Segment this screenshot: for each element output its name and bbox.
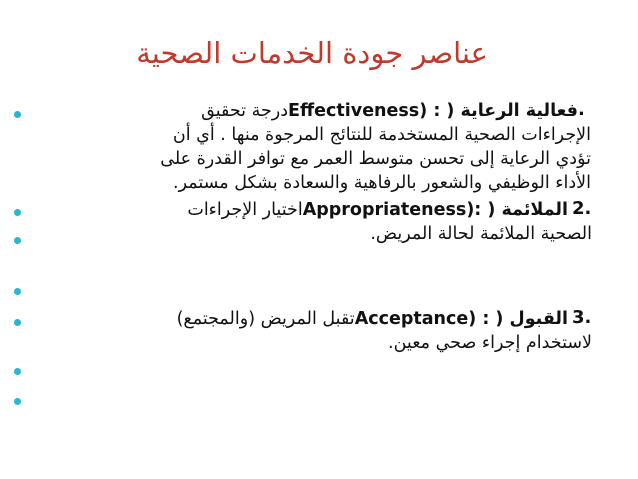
slide-title: عناصر جودة الخدمات الصحية [136, 36, 488, 70]
bullet-dot-icon [14, 209, 21, 216]
item-heading: القبول ( : (Acceptance [354, 309, 568, 329]
item-acceptance [108, 307, 592, 355]
item-first-line [108, 307, 568, 331]
item-text-line: الصحية الملائمة لحالة المريض. [370, 224, 592, 244]
item-text: درجة تحقيق [201, 101, 289, 121]
item-marker: 2. [572, 198, 592, 219]
item-appropriateness [108, 198, 592, 246]
item-text-line: الإجراءات الصحية المستخدمة للنتائج المرجوة منها . أي أن [172, 125, 591, 145]
item-text: تقبل المريض (والمجتمع) [176, 309, 355, 329]
item-first-line [108, 198, 568, 222]
bullet-dot-icon [14, 398, 21, 405]
item-text-line: تؤدي الرعاية إلى تحسن متوسط العمر مع توافر القدرة على [160, 149, 591, 169]
bullet-dot-icon [14, 319, 21, 326]
item-effectiveness [108, 99, 591, 195]
item-text-line: الأداء الوظيفي والشعور بالرفاهية والسعادة بشكل مستمر. [173, 173, 591, 193]
bullet-dot-icon [14, 368, 21, 375]
item-heading: الملائمة ( :(Appropriateness [302, 200, 568, 220]
item-text-line: لاستخدام إجراء صحي معين. [388, 333, 592, 353]
item-marker: 3. [572, 307, 592, 328]
bullet-dot-icon [14, 111, 21, 118]
item-first-line [108, 99, 578, 123]
bullet-dot-icon [14, 288, 21, 295]
item-text: اختيار الإجراءات [187, 200, 303, 220]
item-marker: . [578, 99, 585, 120]
bullet-dot-icon [14, 237, 21, 244]
item-heading: فعالية الرعاية ( : (Effectiveness [288, 101, 578, 121]
